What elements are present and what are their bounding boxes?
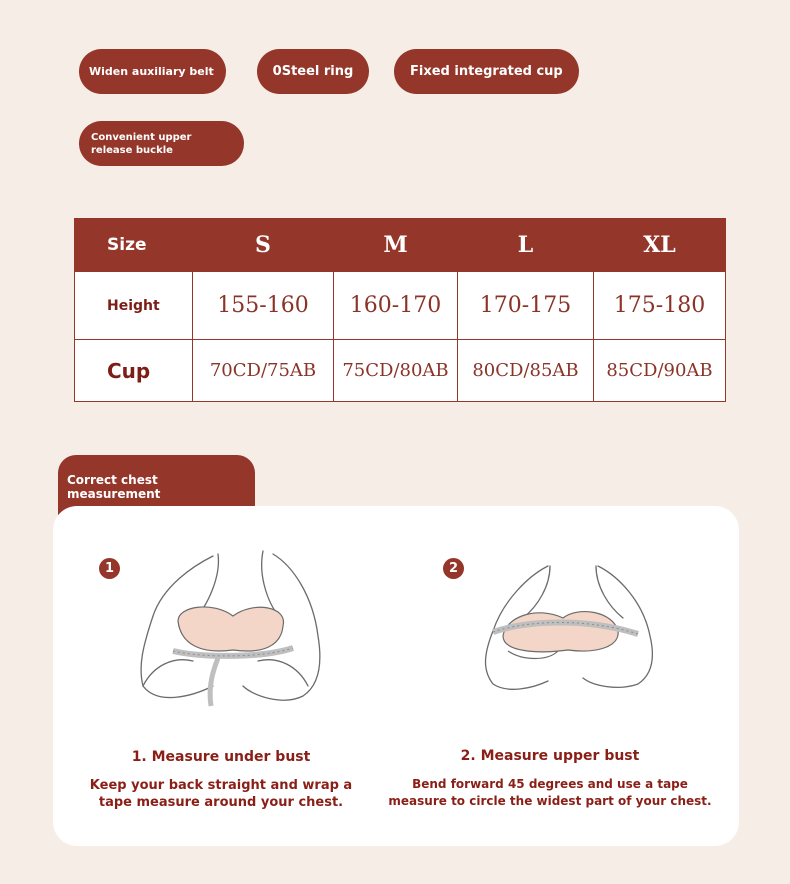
size-header-label: Size: [75, 219, 193, 272]
cup-value-l: 80CD/85AB: [458, 340, 594, 402]
step-1-caption: [75, 749, 367, 811]
step-1-title: 1. Measure under bust: [131, 749, 311, 765]
step-number-1: 1: [99, 558, 120, 579]
step-number-2: 2: [443, 558, 464, 579]
size-header-l: L: [458, 219, 594, 272]
cup-label: Cup: [75, 340, 193, 402]
feature-badge-steel-ring: 0Steel ring: [257, 49, 369, 94]
size-header-m: M: [334, 219, 458, 272]
size-header-s: S: [193, 219, 334, 272]
feature-badge-belt: Widen auxiliary belt: [79, 49, 226, 94]
size-chart: [74, 218, 726, 402]
step-2-title: 2. Measure upper bust: [460, 748, 640, 764]
height-value-m: 160-170: [334, 272, 458, 340]
measurement-tab-title: Correct chest measurement: [58, 455, 255, 525]
step-2-description: Bend forward 45 degrees and use a tape measure to circle the widest part of your chest.: [388, 777, 712, 808]
size-header-row: [75, 219, 726, 272]
height-label: Height: [75, 272, 193, 340]
step-2-caption: [385, 748, 715, 810]
bra-measure-illustration-2-icon: [478, 556, 668, 716]
cup-value-m: 75CD/80AB: [334, 340, 458, 402]
size-header-xl: XL: [594, 219, 726, 272]
measurement-card: [53, 506, 739, 846]
feature-badge-buckle: Convenient upper release buckle: [79, 121, 244, 166]
cup-value-s: 70CD/75AB: [193, 340, 334, 402]
feature-badge-cup: Fixed integrated cup: [394, 49, 579, 94]
bra-measure-illustration-1-icon: [133, 546, 333, 716]
cup-value-xl: 85CD/90AB: [594, 340, 726, 402]
height-value-s: 155-160: [193, 272, 334, 340]
height-value-xl: 175-180: [594, 272, 726, 340]
cup-row: [75, 340, 726, 402]
step-1-description: Keep your back straight and wrap a tape measure around your chest.: [89, 778, 353, 810]
height-value-l: 170-175: [458, 272, 594, 340]
height-row: [75, 272, 726, 340]
